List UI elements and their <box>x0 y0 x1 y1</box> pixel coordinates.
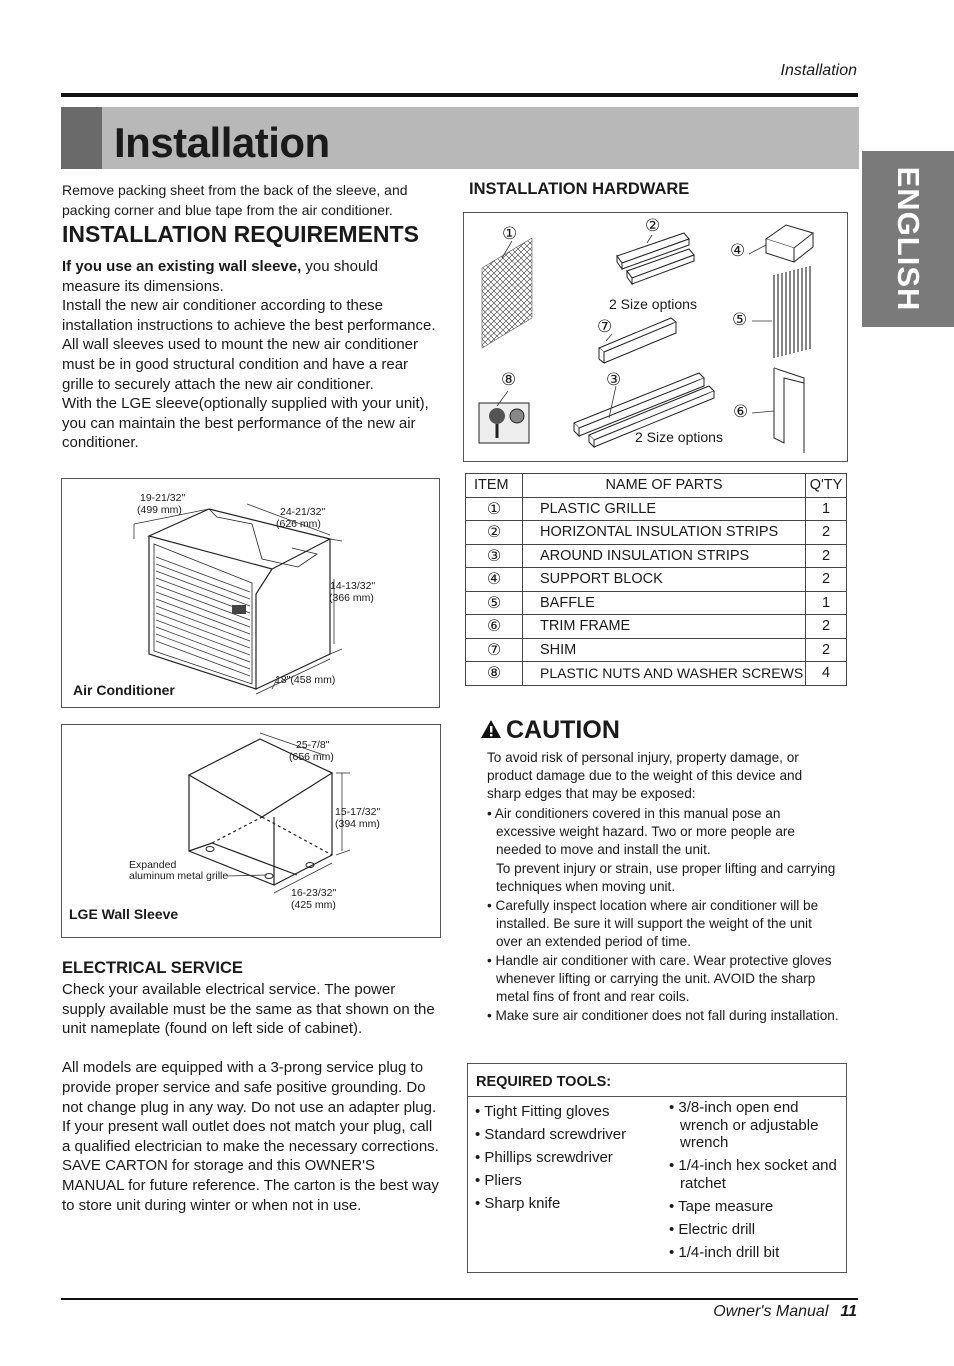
electrical-p1: Check your available electrical service. The power supply available must be the same as that shown on the unit nameplate (found on left side of cabinet). <box>62 981 435 1038</box>
table-row <box>466 591 847 615</box>
caution-item: • Handle air conditioner with care. Wear protective gloves whenever lifting or carrying the unit. AVOID the sharp metal fins of front and rear coils. <box>487 953 832 1004</box>
marker-3: ③ <box>606 370 622 389</box>
row-item: ⑤ <box>466 591 523 615</box>
warning-icon <box>480 719 502 739</box>
table-row <box>466 497 847 521</box>
row-name: PLASTIC NUTS AND WASHER SCREWS <box>523 662 806 686</box>
caution-item: • Air conditioners covered in this manual pose an excessive weight hazard. Two or more people are needed to move and install the unit. <box>487 806 795 857</box>
row-qty: 1 <box>806 497 847 521</box>
requirements-p1-bold: If you use an existing wall sleeve, <box>62 258 302 275</box>
footer-text: Owner's Manual <box>713 1303 829 1320</box>
caution-body <box>487 749 839 1026</box>
requirements-p1-rest: you should measure its dimensions. <box>62 258 378 295</box>
header-item: ITEM <box>466 474 523 498</box>
footer <box>713 1303 857 1321</box>
ac-depth-frac: 24-21/32" <box>280 506 326 518</box>
tool-item: • Electric drill <box>669 1220 756 1238</box>
header-name: NAME OF PARTS <box>523 474 806 498</box>
sleeve-depth-mm: (656 mm) <box>289 751 334 763</box>
sleeve-height-frac: 15-17/32" <box>335 806 381 818</box>
row-item: ⑧ <box>466 662 523 686</box>
table-row <box>466 568 847 592</box>
title-banner <box>61 107 859 169</box>
caution-item: • Make sure air conditioner does not fall during installation. <box>487 1008 839 1023</box>
requirements-p2: Install the new air conditioner according to these installation instructions to achieve the best performance. All wall sleeves used to mount the new air conditioner must be in good structural condition and have a rear grille to securely attach the new air conditioner. <box>62 297 436 393</box>
banner-accent <box>61 107 102 169</box>
marker-7: ⑦ <box>597 317 613 336</box>
row-name: BAFFLE <box>523 591 806 615</box>
sleeve-width-mm: (425 mm) <box>291 899 336 911</box>
required-tools-header <box>468 1064 846 1097</box>
table-row <box>466 638 847 662</box>
tool-item: • Sharp knife <box>475 1195 561 1212</box>
row-qty: 1 <box>806 591 847 615</box>
ac-depth-mm: (626 mm) <box>276 518 321 530</box>
tool-item: • 1/4-inch drill bit <box>669 1243 780 1261</box>
row-name: HORIZONTAL INSULATION STRIPS <box>523 521 806 545</box>
required-tools-box <box>467 1063 847 1273</box>
tool-item: • Standard screwdriver <box>475 1126 627 1143</box>
marker-8: ⑧ <box>501 370 517 389</box>
hardware-drawing <box>464 213 847 461</box>
wall-sleeve-label: LGE Wall Sleeve <box>69 906 179 922</box>
language-tab <box>862 151 954 327</box>
electrical-heading: ELECTRICAL SERVICE <box>62 959 243 977</box>
caution-heading <box>480 716 620 745</box>
row-qty: 4 <box>806 662 847 686</box>
ac-width-mm: (499 mm) <box>137 504 182 516</box>
row-item: ④ <box>466 568 523 592</box>
marker-6: ⑥ <box>733 402 749 421</box>
electrical-p2: All models are equipped with a 3-prong service plug to provide proper service and safe positive grounding. Do not change plug in any way. Do not use an adapter plug. If your present wall outlet does not match your plug, call a qualified electrician to make the necessary corrections. SAVE CARTON for storage and this OWNER'S MANUAL for future reference. The carton is the best way to store unit during winter or when not in use. <box>62 1059 439 1214</box>
parts-table <box>465 473 847 686</box>
language-tab-label: ENGLISH <box>891 166 926 312</box>
size-options-1: 2 Size options <box>609 296 697 312</box>
caution-intro: To avoid risk of personal injury, property damage, or product damage due to the weight of this device and sharp edges that may be exposed: <box>487 750 803 801</box>
row-name: SUPPORT BLOCK <box>523 568 806 592</box>
row-item: ③ <box>466 544 523 568</box>
table-row <box>466 662 847 686</box>
page-title: Installation <box>114 119 330 166</box>
row-name: PLASTIC GRILLE <box>523 497 806 521</box>
marker-1: ① <box>502 224 518 243</box>
tool-item: • Pliers <box>475 1172 522 1189</box>
bottom-rule <box>61 1298 858 1300</box>
sleeve-depth-frac: 25-7/8" <box>296 739 330 751</box>
ac-height-frac: 14-13/32" <box>330 580 376 592</box>
requirements-body <box>62 257 438 453</box>
row-name: AROUND INSULATION STRIPS <box>523 544 806 568</box>
table-row <box>466 521 847 545</box>
grille-label-line1: Expanded <box>129 859 177 871</box>
header-qty: Q'TY <box>806 474 847 498</box>
hardware-figure <box>463 212 848 462</box>
top-rule <box>61 93 858 97</box>
caution-title: CAUTION <box>506 716 620 744</box>
sleeve-height-mm: (394 mm) <box>335 818 380 830</box>
running-header: Installation <box>780 62 857 79</box>
row-name: TRIM FRAME <box>523 615 806 639</box>
row-name: SHIM <box>523 638 806 662</box>
air-conditioner-drawing <box>62 479 439 707</box>
ac-height-mm: (366 mm) <box>329 592 374 604</box>
row-qty: 2 <box>806 615 847 639</box>
row-item: ⑦ <box>466 638 523 662</box>
row-item: ② <box>466 521 523 545</box>
hardware-heading: INSTALLATION HARDWARE <box>469 180 690 198</box>
ac-width-frac: 19-21/32" <box>140 492 186 504</box>
row-qty: 2 <box>806 521 847 545</box>
size-options-2: 2 Size options <box>635 429 723 445</box>
tool-item: • 1/4-inch hex socket and ratchet <box>669 1157 837 1192</box>
tool-item: • Tape measure <box>669 1197 774 1215</box>
wall-sleeve-figure <box>61 724 441 938</box>
tools-right-column <box>669 1099 839 1267</box>
ac-bottom-dim: 18"(458 mm) <box>275 674 336 686</box>
row-qty: 2 <box>806 568 847 592</box>
sleeve-width-frac: 16-23/32" <box>291 887 337 899</box>
marker-5: ⑤ <box>732 310 748 329</box>
tools-left-column <box>475 1103 655 1218</box>
page-number: 11 <box>840 1303 857 1320</box>
table-row <box>466 544 847 568</box>
intro-text: Remove packing sheet from the back of the sleeve, and packing corner and blue tape from the air conditioner. <box>62 182 408 218</box>
row-item: ① <box>466 497 523 521</box>
row-item: ⑥ <box>466 615 523 639</box>
air-conditioner-figure <box>61 478 440 708</box>
parts-table-header <box>466 474 847 498</box>
tool-item: • 3/8-inch open end wrench or adjustable wrench <box>669 1099 819 1151</box>
required-tools-heading: REQUIRED TOOLS: <box>476 1074 612 1090</box>
tool-item: • Phillips screwdriver <box>475 1149 613 1166</box>
caution-item-continued: To prevent injury or strain, use proper lifting and carrying techniques when moving unit. <box>496 861 836 894</box>
tool-item: • Tight Fitting gloves <box>475 1103 610 1120</box>
requirements-p3: With the LGE sleeve(optionally supplied with your unit), you can maintain the best performance of the new air conditioner. <box>62 395 429 452</box>
caution-item: • Carefully inspect location where air conditioner will be installed. Be sure it will support the weight of the unit over an extended period of time. <box>487 898 819 949</box>
requirements-heading: INSTALLATION REQUIREMENTS <box>62 221 419 247</box>
electrical-body <box>62 980 440 1215</box>
air-conditioner-label: Air Conditioner <box>73 682 175 698</box>
row-qty: 2 <box>806 638 847 662</box>
marker-4: ④ <box>730 241 746 260</box>
row-qty: 2 <box>806 544 847 568</box>
table-row <box>466 615 847 639</box>
grille-label-line2: aluminum metal grille <box>129 870 229 882</box>
marker-2: ② <box>645 216 661 235</box>
